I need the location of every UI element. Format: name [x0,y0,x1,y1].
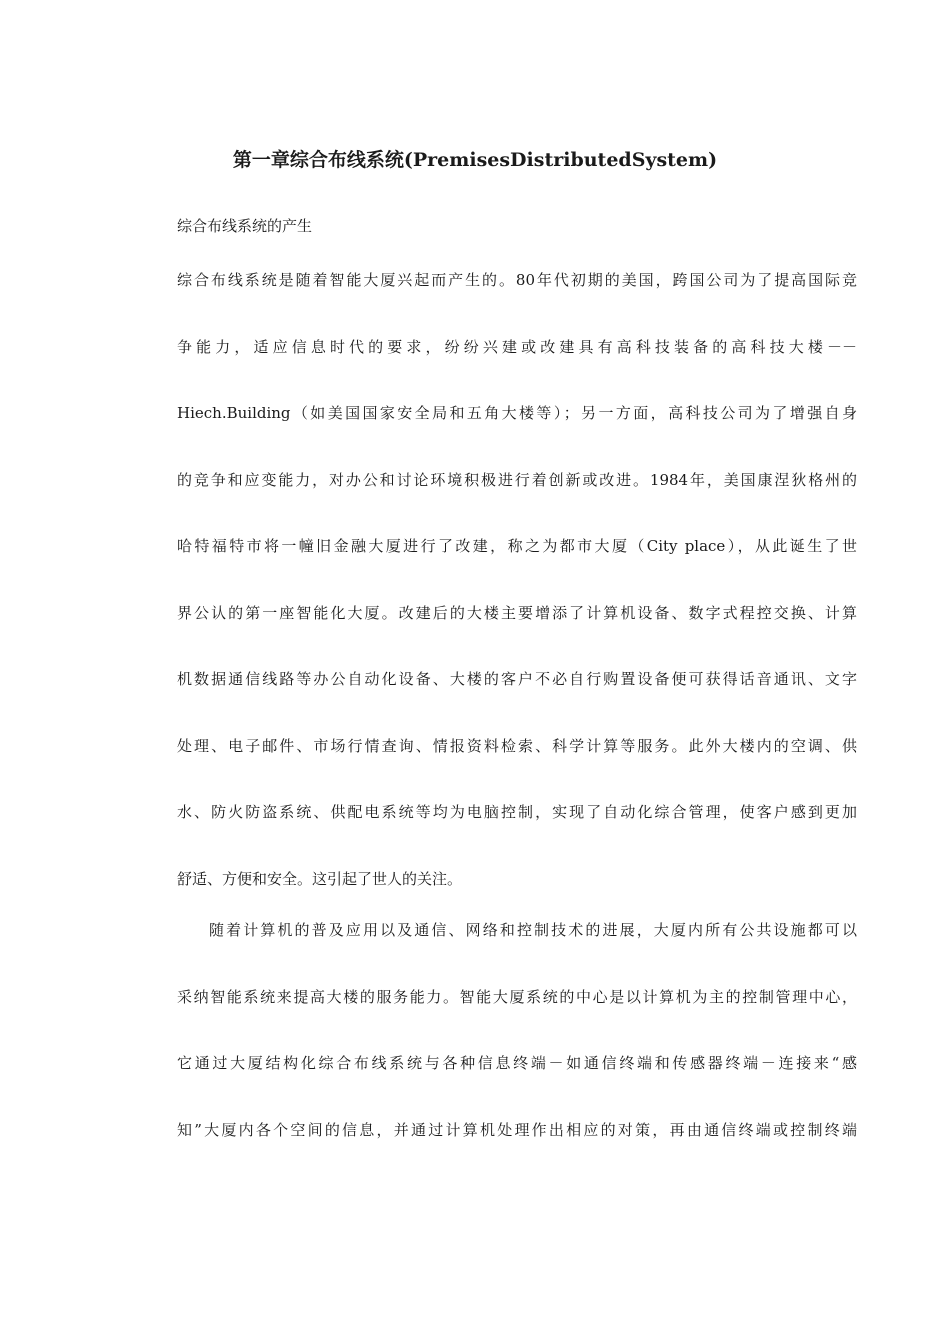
paragraph-line: 水、防火防盗系统、供配电系统等均为电脑控制，实现了自动化综合管理，使客户感到更加 [177,803,857,821]
paragraph-line: 它通过大厦结构化综合布线系统与各种信息终端－如通信终端和传感器终端－连接来“感 [177,1054,857,1072]
paragraph-line: 的竞争和应变能力，对办公和讨论环境积极进行着创新或改进。1984年，美国康涅狄格州的 [177,470,857,489]
section-heading: 综合布线系统的产生 [177,217,313,235]
paragraph-line: 综合布线系统是随着智能大厦兴起而产生的。80年代初期的美国，跨国公司为了提高国际竞 [177,271,857,289]
paragraph-line: 处理、电子邮件、市场行情查询、情报资料检索、科学计算等服务。此外大楼内的空调、供 [177,736,857,755]
paragraph-intelligent-building [177,918,857,1184]
paragraph-origin [177,268,857,933]
chapter-title: 第一章综合布线系统(PremisesDistributedSystem) [232,149,718,171]
paragraph-line: 争能力，适应信息时代的要求，纷纷兴建或改建具有高科技装备的高科技大楼－－ [177,337,857,356]
paragraph-line: 界公认的第一座智能化大厦。改建后的大楼主要增添了计算机设备、数字式程控交换、计算 [177,603,857,622]
paragraph-line: Hiech.Building（如美国国家安全局和五角大楼等）；另一方面，高科技公司为了增强自身 [177,404,857,422]
paragraph-line: 机数据通信线路等办公自动化设备、大楼的客户不必自行购置设备便可获得话音通讯、文字 [177,670,857,688]
paragraph-line: 舒适、方便和安全。这引起了世人的关注。 [177,869,463,888]
paragraph-line: 随着计算机的普及应用以及通信、网络和控制技术的进展，大厦内所有公共设施都可以 [209,921,857,939]
paragraph-line: 采纳智能系统来提高大楼的服务能力。智能大厦系统的中心是以计算机为主的控制管理中心， [177,987,857,1006]
paragraph-line: 知”大厦内各个空间的信息，并通过计算机处理作出相应的对策，再由通信终端或控制终端 [177,1120,857,1139]
paragraph-line: 哈特福特市将一幢旧金融大厦进行了改建，称之为都市大厦（City place），从此诞生了世 [177,537,857,555]
